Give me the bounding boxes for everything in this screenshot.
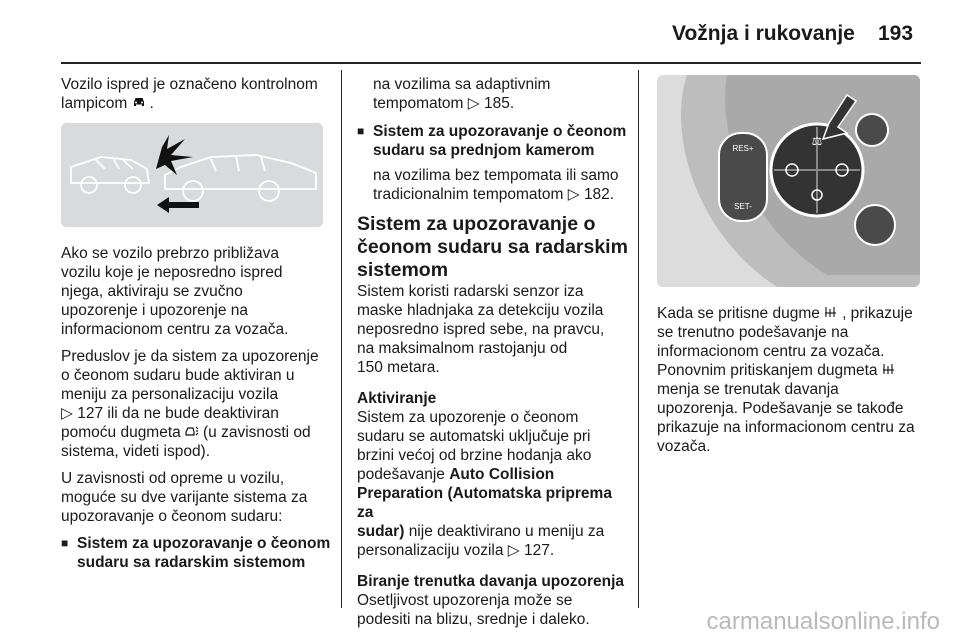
- page-number: 193: [878, 22, 914, 45]
- section-heading: Sistem za upozoravanje o čeonom sudaru sa radarskim sistemom: [357, 213, 628, 281]
- column-divider-2: [638, 70, 639, 608]
- bullet-square-icon: ■: [357, 124, 365, 138]
- bullet-radar-system: ■ Sistem za upozoravanje o čeonom sudaru sa radarskim sistemom: [61, 535, 331, 571]
- page-reference-arrow-icon: ▷: [507, 542, 520, 559]
- vehicle-ahead-icon: [132, 95, 150, 111]
- subheading-activation: Aktiviranje: [357, 390, 437, 407]
- svg-text:⚖: ⚖: [811, 134, 823, 148]
- steering-wheel-illustration: [657, 75, 920, 287]
- bullet-continuation: na vozilima sa adaptivnim tempomatom ▷ 185.: [373, 76, 551, 112]
- collision-alert-button-icon: [824, 305, 842, 321]
- column-2: [357, 75, 629, 637]
- page-reference-arrow-icon: ▷: [567, 186, 580, 203]
- subheading-warning-timing: Biranje trenutka davanja upozorenja: [357, 573, 625, 590]
- collision-alert-button-icon: [882, 362, 896, 378]
- bullet-camera-system: ■ Sistem za upozoravanje o čeonom sudaru sa prednjom kamerom: [357, 123, 627, 159]
- paragraph-radar: Sistem koristi radarski senzor iza maske hladnjaka za detekciju vozila neposredno ispred sebe, na pravcu, na maksimalnom rastojanju od 150 metara.: [357, 283, 605, 376]
- paragraph-warning: Ako se vozilo prebrzo približava vozilu koje je neposredno ispred njega, aktiviraju se zvučno upozorenje i upozorenje na informacionom centru za vozača.: [61, 245, 289, 338]
- watermark-text: carmanualsonline.info: [706, 608, 940, 635]
- res-button-label: RES+: [732, 144, 754, 153]
- column-3: [657, 304, 929, 464]
- paragraph-indicator: Vozilo ispred je označeno kontrolnom lampicom .: [61, 76, 318, 112]
- collision-alert-button-icon: [185, 424, 203, 440]
- collision-illustration: [61, 123, 323, 227]
- chapter-title: Vožnja i rukovanje: [672, 22, 855, 45]
- column-divider-1: [341, 70, 342, 608]
- column-1: [61, 75, 333, 121]
- paragraph-activation: Sistem za upozorenje o čeonom sudaru se automatski uključuje pri brzini većoj od brzine hodanja ako podešavanje Auto Collision Preparation (Automatska priprema za sudar) nije deaktivirano u meniju za personalizaciju vozila ▷ 127.: [357, 409, 612, 559]
- page-reference-arrow-icon: ▷: [467, 95, 480, 112]
- page-reference-arrow-icon: ▷: [61, 405, 73, 422]
- paragraph-variants: U zavisnosti od opreme u vozilu, moguće su dve varijante sistema za upozoravanje o čeonom sudaru:: [61, 470, 308, 525]
- set-button-label: SET-: [734, 202, 752, 211]
- bullet-square-icon: ■: [61, 536, 69, 550]
- header-rule: [61, 62, 921, 64]
- footer: [0, 608, 960, 642]
- column-1-body: [61, 244, 333, 578]
- paragraph-sensitivity: Osetljivost upozorenja može se podesiti na blizu, srednje i daleko.: [357, 592, 590, 628]
- paragraph-precondition: Preduslov je da sistem za upozorenje o čeonom sudaru bude aktiviran u meniju za personalizaciju vozila ▷ 127 ili da ne bude deaktiviran pomoću dugmeta (u zavisnosti od sistema, videti ispod).: [61, 348, 319, 460]
- bullet-camera-description: na vozilima bez tempomata ili samo tradicionalnim tempomatom ▷ 182.: [373, 167, 619, 203]
- paragraph-button-press: Kada se pritisne dugme , prikazuje se trenutno podešavanje na informacionom centru za vozača. Ponovnim pritiskanjem dugmeta menja se trenutak davanja upozorenja. Podešavanje se takođe prikazuje na informacionom centru za vozača.: [657, 305, 915, 455]
